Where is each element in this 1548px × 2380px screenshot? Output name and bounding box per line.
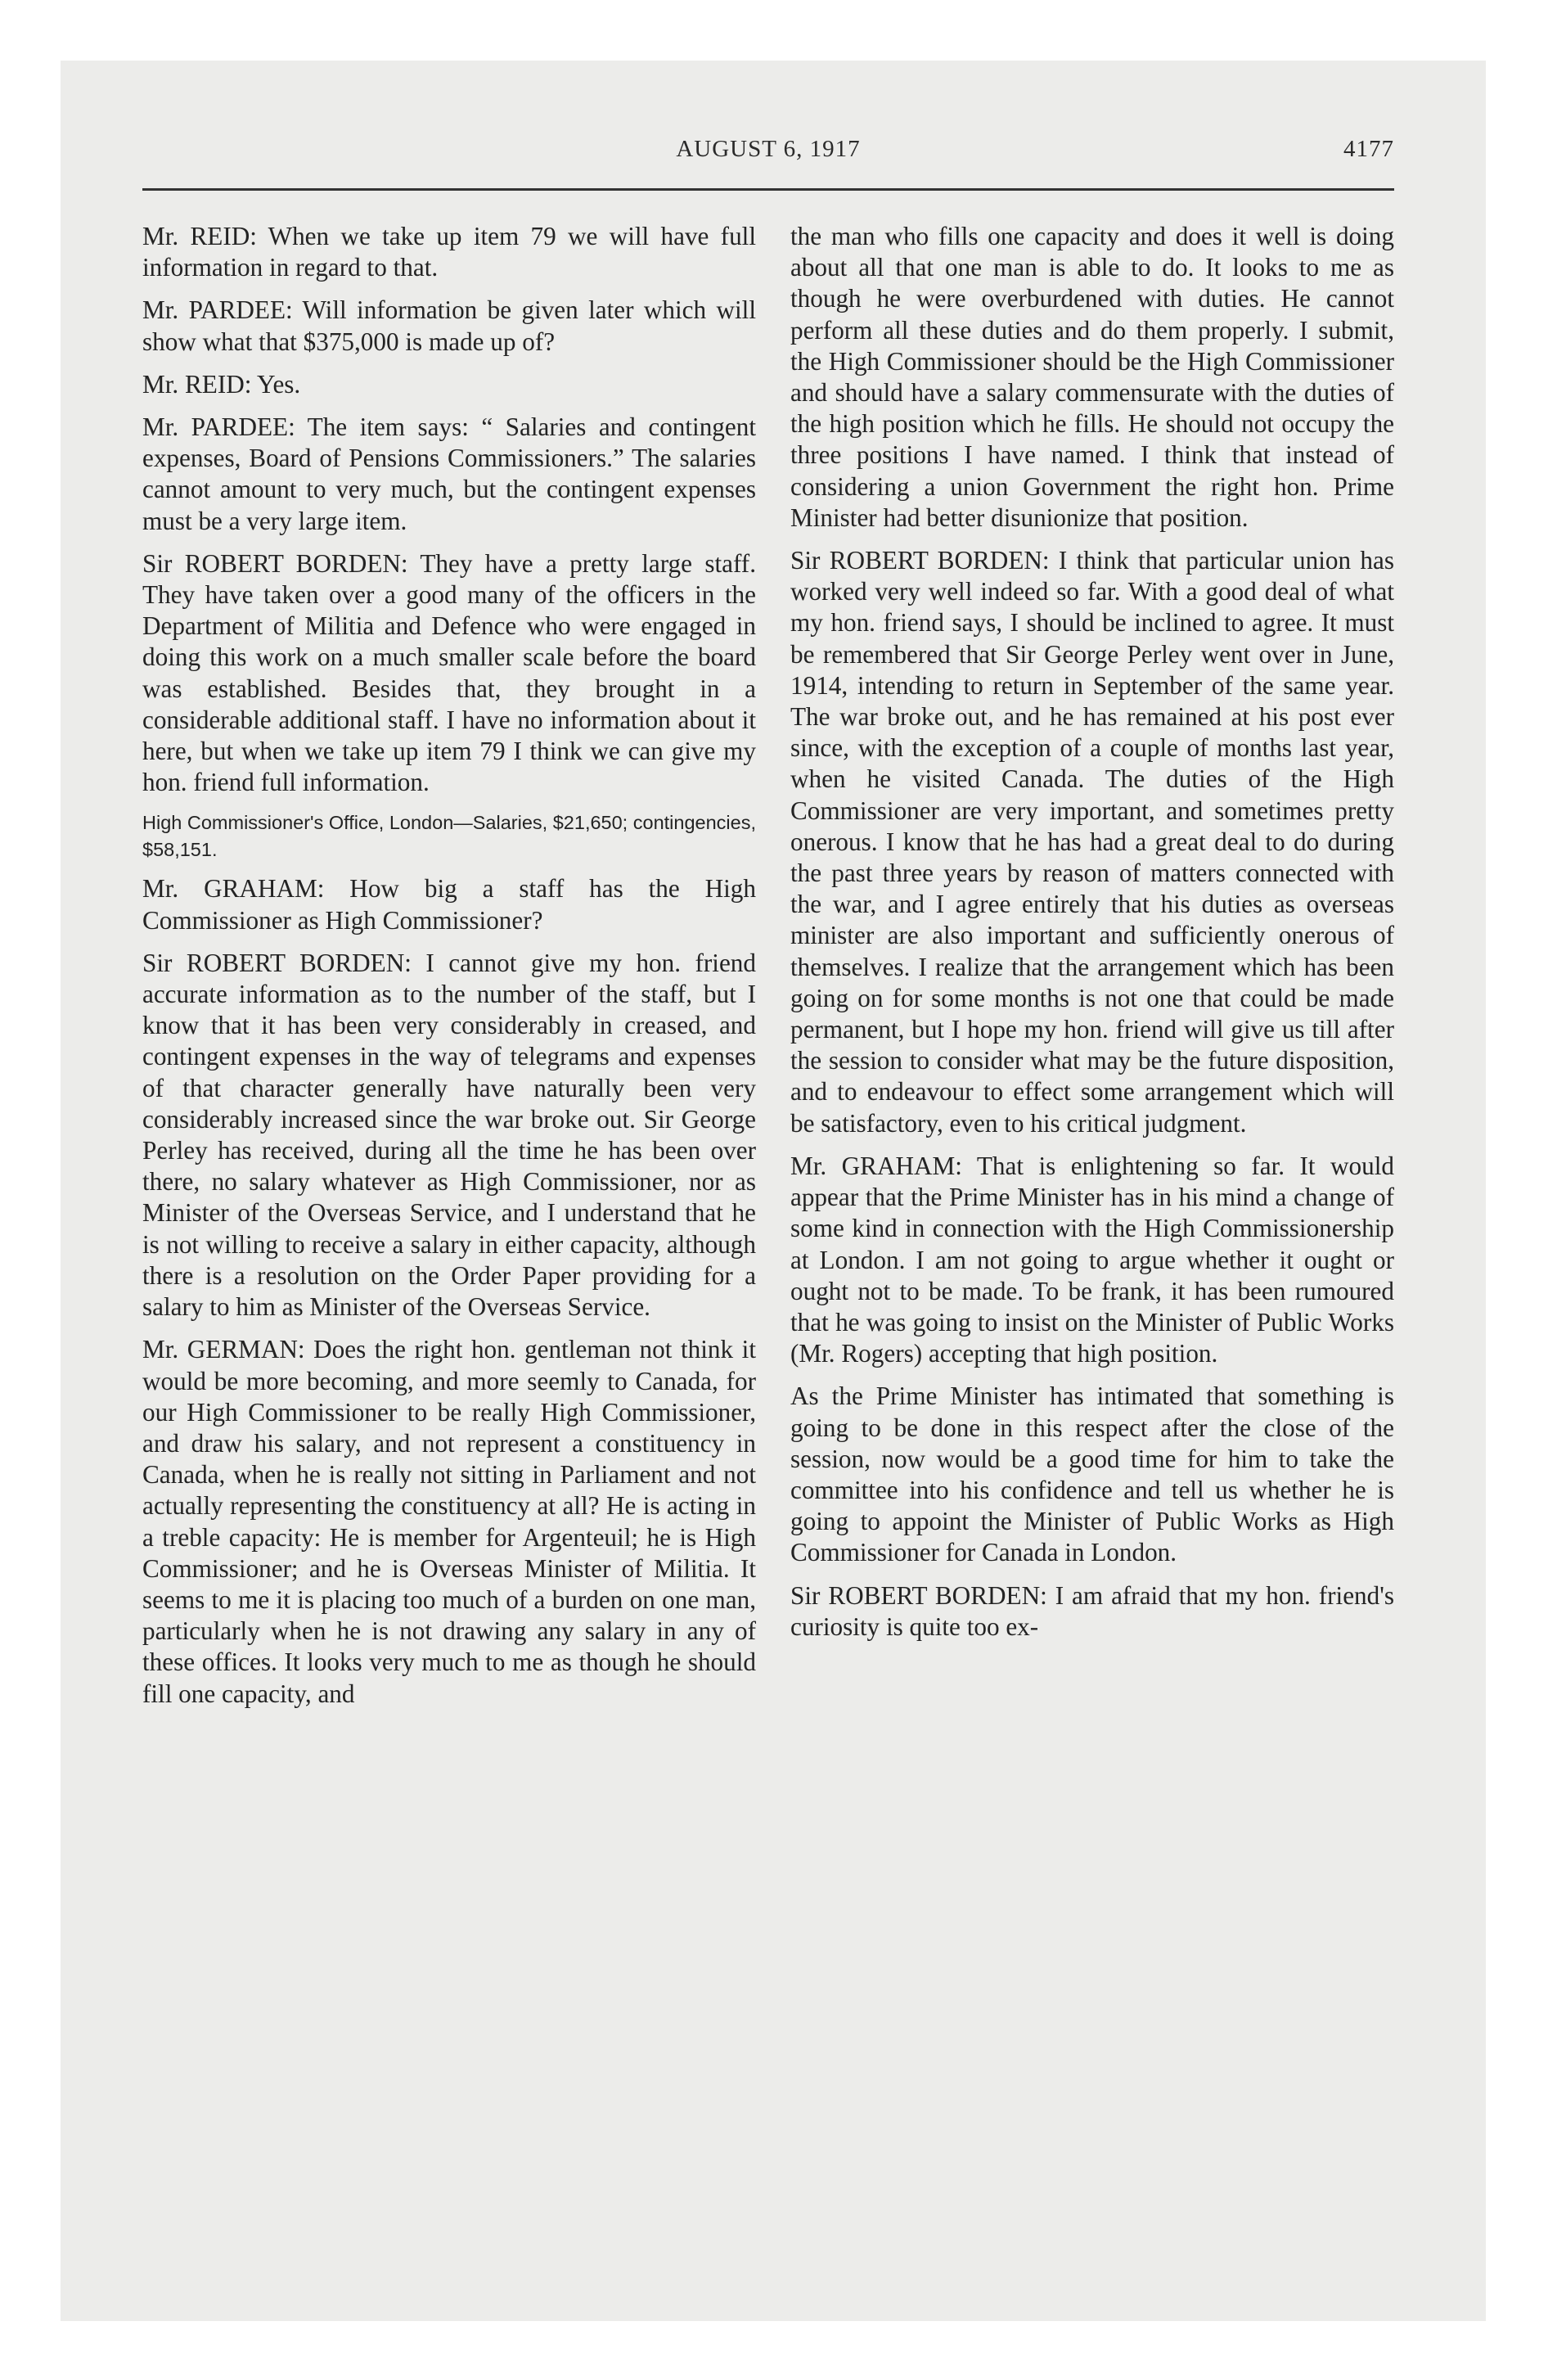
right-column: [790, 221, 1394, 1654]
paragraph: As the Prime Minister has intimated that something is going to be done in this respect after the close of the session, now would be a good time for him to take the committee into his confidence and tell us whether he is going to appoint the Minister of Public Works as High Commissioner for Canada in London.: [790, 1382, 1394, 1567]
paragraph: Mr. REID: When we take up item 79 we will have full information in regard to that.: [142, 222, 756, 282]
paragraph: Mr. GRAHAM: That is enlightening so far. It would appear that the Prime Minister has in his mind a change of some kind in connection with the High Commissionership at London. I am not going to argue whether it ought or ought not to be made. To be frank, it has been rumoured that he was going to insist on the Minister of Public Works (Mr. Rogers) accepting that high position.: [790, 1151, 1394, 1368]
paragraph: the man who fills one capacity and does it well is doing about all that one man is able to do. It looks to me as though he were overburdened with duties. He cannot perform all these duties and do them properly. I submit, the High Commissioner should be the High Commissioner and should have a salary commensurate with the duties of the high position which he fills. He should not occupy the three positions I have named. I think that instead of considering a union Government the right hon. Prime Minister had better disunionize that position.: [790, 222, 1394, 532]
paragraph: Sir ROBERT BORDEN: I think that particular union has worked very well indeed so far. With a good deal of what my hon. friend says, I should be inclined to agree. It must be remembered that Sir George Perley went over in June, 1914, intending to return in September of the same year. The war broke out, and he has remained at his post ever since, with the exception of a couple of months last year, when he visited Canada. The duties of the High Commissioner are very important, and sometimes pretty onerous. I know that he has had a great deal to do during the past three years by reason of matters connected with the war, and I agree entirely that his duties as overseas minister are also important and sufficiently onerous of themselves. I realize that the arrangement which has been going on for some months is not one that could be made permanent, but I hope my hon. friend will give us till after the session to consider what may be the future disposition, and to endeavour to effect some arrangement which will be satisfactory, even to his critical judgment.: [790, 546, 1394, 1138]
paragraph: Mr. PARDEE: Will information be given later which will show what that $375,000 is made up of?: [142, 295, 756, 356]
page-number: 4177: [1343, 136, 1394, 162]
estimate-item: High Commissioner's Office, London—Salaries, $21,650; contingencies, $58,151.: [142, 812, 756, 861]
paragraph: Mr. REID: Yes.: [142, 369, 301, 399]
header-rule: [142, 188, 1394, 191]
paragraph: Mr. GRAHAM: How big a staff has the High Commissioner as High Commissioner?: [142, 874, 756, 935]
page-date: AUGUST 6, 1917: [676, 136, 861, 162]
paragraph: Mr. GERMAN: Does the right hon. gentleman not think it would be more becoming, and more seemly to Canada, for our High Commissioner to be really High Commissioner, and draw his salary, and not represent a constituency in Canada, when he is really not sitting in Parliament and not actually representing the constituency at all? He is acting in a treble capacity: He is member for Argenteuil; he is High Commissioner; and he is Overseas Minister of Militia. It seems to me it is placing too much of a burden on one man, particularly when he is not drawing any salary in any of these offices. It looks very much to me as though he should fill one capacity, and: [142, 1335, 756, 1708]
paragraph: Mr. PARDEE: The item says: “ Salaries and contingent expenses, Board of Pensions Commissioners.” The salaries cannot amount to very much, but the contingent expenses must be a very large item.: [142, 412, 756, 535]
page-header: [142, 126, 1394, 175]
paragraph: Sir ROBERT BORDEN: I am afraid that my hon. friend's curiosity is quite too ex-: [790, 1580, 1394, 1641]
left-column: [142, 221, 756, 1721]
paragraph: Sir ROBERT BORDEN: They have a pretty large staff. They have taken over a good many of the officers in the Department of Militia and Defence who were engaged in doing this work on a much smaller scale before the board was established. Besides that, they brought in a considerable additional staff. I have no information about it here, but when we take up item 79 I think we can give my hon. friend full information.: [142, 548, 756, 797]
paragraph: Sir ROBERT BORDEN: I cannot give my hon. friend accurate information as to the number of the staff, but I know that it has been very considerably in creased, and contingent expenses in the way of telegrams and expenses of that character generally have naturally been very considerably increased since the war broke out. Sir George Perley has received, during all the time he has been over there, no salary whatever as High Commissioner, nor as Minister of the Overseas Service, and I understand that he is not willing to receive a salary in either capacity, although there is a resolution on the Order Paper providing for a salary to him as Minister of the Overseas Service.: [142, 948, 756, 1322]
